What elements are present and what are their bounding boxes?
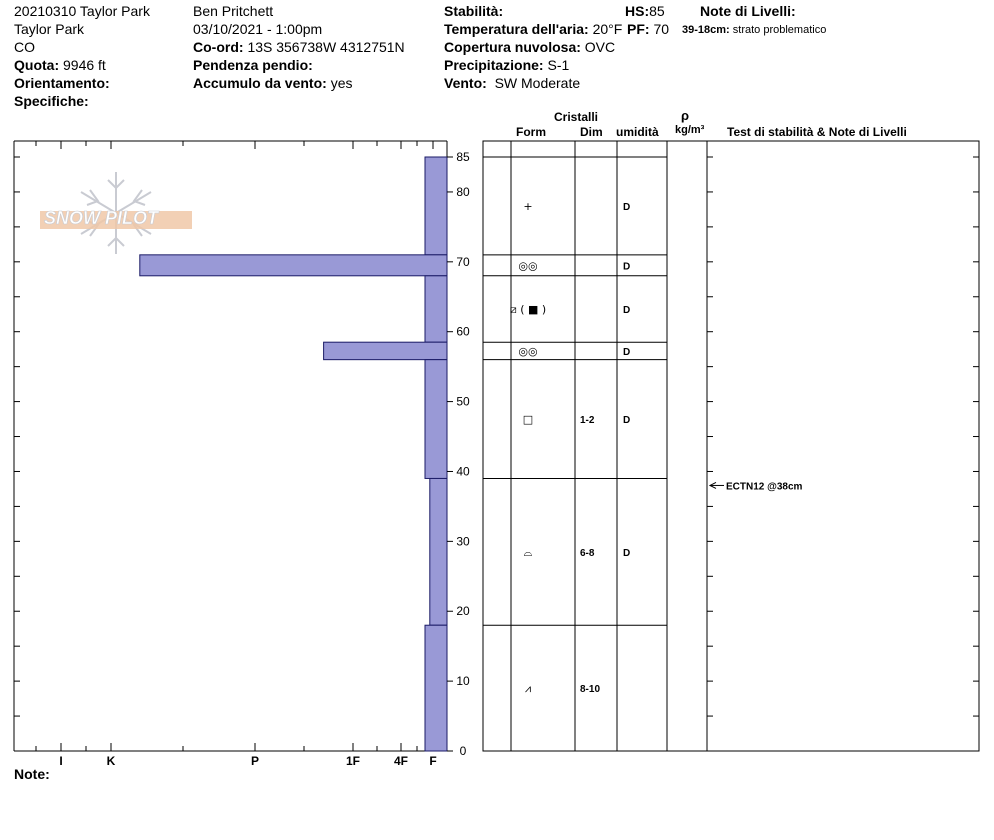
depth-tick-label: 40: [456, 464, 470, 479]
depth-tick-label: 85: [456, 150, 470, 164]
wetness-value: D: [623, 261, 631, 273]
grain-form-symbol: ⩘: [524, 682, 532, 696]
layer-note: 39-18cm: strato problematico: [682, 24, 827, 36]
wetness-header: umidità: [616, 125, 659, 139]
wetness-value: D: [623, 415, 631, 427]
hardness-bar: [425, 157, 447, 255]
wind: Vento: SW Moderate: [444, 75, 581, 91]
hardness-tick-label: 1F: [345, 754, 361, 768]
hardness-bar: [430, 478, 447, 625]
hardness-bar: [425, 360, 447, 479]
depth-tick-label: 10: [456, 674, 470, 689]
hardness-tick-label: P: [250, 754, 260, 768]
aspect-label: Orientamento:: [14, 75, 110, 91]
grain-size-value: 6-8: [580, 547, 595, 559]
slope-label: Pendenza pendio:: [193, 57, 313, 73]
hardness-tick-label: F: [429, 754, 437, 768]
hardness-bar: [140, 255, 447, 276]
air-temp: Temperatura dell'aria: 20°F: [444, 21, 623, 37]
site-state: CO: [14, 39, 35, 55]
dim-header: Dim: [580, 125, 603, 139]
wind-loading: Accumulo da vento: yes: [193, 75, 353, 91]
wetness-value: D: [623, 547, 631, 559]
observer: Ben Pritchett: [193, 3, 274, 19]
foot-penetration: PF: 70: [627, 21, 670, 37]
form-header: Form: [516, 125, 546, 139]
hardness-tick-label: K: [106, 754, 116, 768]
layer-table-frame: [483, 141, 979, 751]
stability-label: Stabilità:: [444, 3, 504, 19]
grain-form-symbol: ⧄ ( ■ ): [509, 302, 547, 316]
depth-tick-label: 60: [456, 324, 470, 339]
layer-notes-label: Note di Livelli:: [700, 3, 796, 19]
grain-form-symbol: ◎◎: [518, 259, 538, 273]
density-unit: kg/m³: [675, 124, 705, 136]
datetime: 03/10/2021 - 1:00pm: [193, 21, 323, 37]
grain-form-symbol: ◎◎: [518, 344, 538, 358]
depth-tick-label: 70: [456, 254, 470, 269]
wetness-value: D: [623, 346, 631, 358]
depth-tick-label: 30: [456, 534, 470, 549]
hardness-bar: [425, 276, 447, 342]
hardness-bar: [324, 342, 447, 359]
stability-test-label: ECTN12 @38cm: [726, 481, 803, 493]
hardness-bar: [425, 625, 447, 751]
cloud-cover: Copertura nuvolosa: OVC: [444, 39, 616, 55]
density-symbol: ρ: [681, 108, 690, 123]
grain-form-symbol: ⌓: [523, 545, 533, 559]
grain-size-value: 1-2: [580, 415, 595, 427]
grain-form-symbol: +: [523, 199, 533, 213]
site-area: Taylor Park: [14, 21, 85, 37]
logo-text: SNOW PILOT: [44, 208, 158, 228]
depth-tick-label: 50: [456, 394, 470, 409]
elevation: Quota: 9946 ft: [14, 57, 106, 73]
grain-size-value: 8-10: [580, 684, 601, 696]
wetness-value: D: [623, 201, 631, 213]
depth-tick-label: 80: [456, 184, 470, 199]
stability-header: Test di stabilità & Note di Livelli: [727, 125, 907, 139]
depth-tick-label: 20: [456, 604, 470, 619]
snow-height: HS:85: [625, 3, 665, 19]
crystals-header: Cristalli: [554, 110, 599, 124]
hardness-tick-label: 4F: [393, 754, 409, 768]
wetness-value: D: [623, 304, 631, 316]
grain-form-symbol: □: [522, 413, 534, 427]
depth-tick-label: 0: [459, 744, 467, 758]
precipitation: Precipitazione: S-1: [444, 57, 570, 73]
note-label: Note:: [14, 766, 50, 782]
coordinates: Co-ord: 13S 356738W 4312751N: [193, 39, 405, 55]
site-name: 20210310 Taylor Park: [14, 3, 150, 19]
hardness-tick-label: I: [59, 754, 63, 768]
specifics-label: Specifiche:: [14, 93, 89, 109]
